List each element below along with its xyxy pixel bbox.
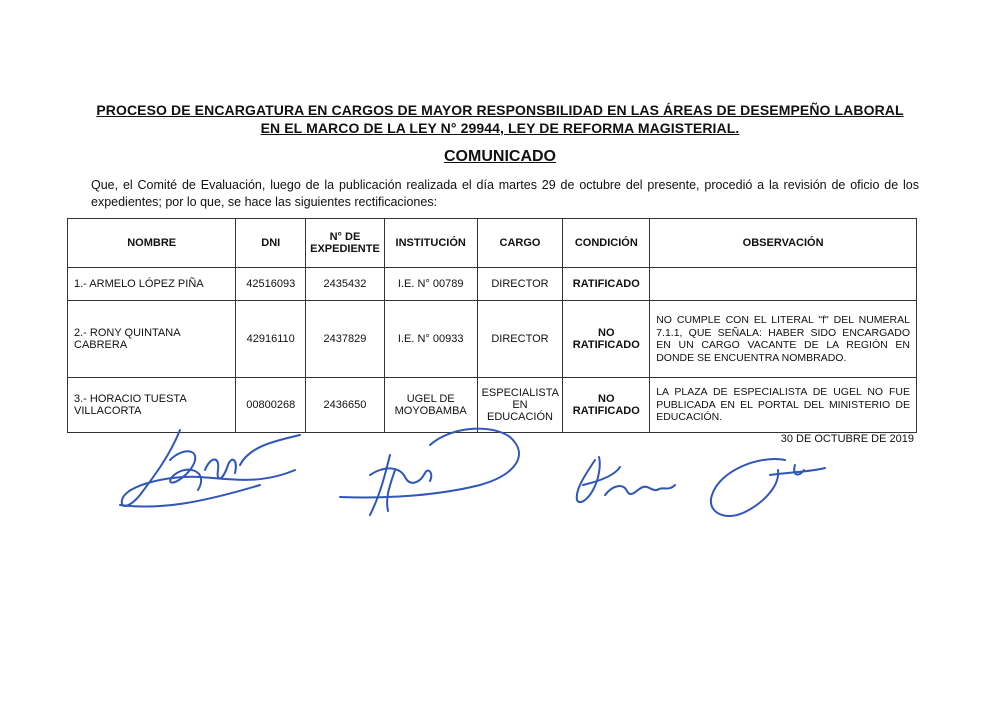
signature-4-icon (700, 450, 840, 530)
cell-expediente: 2437829 (306, 301, 385, 378)
header-condicion: CONDICIÓN (563, 219, 650, 268)
document-subtitle: COMUNICADO (444, 148, 556, 165)
title-line-1: PROCESO DE ENCARGATURA EN CARGOS DE MAYOR RESPONSBILIDAD EN LAS ÁREAS DE DESEMPEÑO LABORAL (96, 102, 904, 118)
cell-observacion: NO CUMPLE CON EL LITERAL "f" DEL NUMERAL 7.1.1, QUE SEÑALA: HABER SIDO ENCARGADO EN UN CARGO VACANTE DE LA REGIÓN EN DONDE SE ENCUENTRA NOMBRADO. (650, 301, 917, 378)
header-institucion: INSTITUCIÓN (384, 219, 477, 268)
cell-condicion: RATIFICADO (563, 268, 650, 301)
rectifications-table (67, 218, 917, 433)
signature-1-icon (110, 415, 310, 525)
header-cargo: CARGO (477, 219, 563, 268)
cell-condicion: NO RATIFICADO (563, 378, 650, 433)
title-line-2: EN EL MARCO DE LA LEY N° 29944, LEY DE REFORMA MAGISTERIAL. (260, 120, 740, 136)
cell-expediente: 2436650 (306, 378, 385, 433)
intro-paragraph: Que, el Comité de Evaluación, luego de la publicación realizada el día martes 29 de octubre del presente, procedió a la revisión de oficio de los expedientes; por lo que, se hace las siguientes rectificaciones: (91, 178, 919, 209)
cell-cargo: ESPECIALISTA EN EDUCACIÓN (477, 378, 563, 433)
signature-2-icon (330, 415, 540, 525)
document-title (60, 101, 940, 137)
header-nombre: NOMBRE (68, 219, 236, 268)
cell-dni: 00800268 (236, 378, 306, 433)
document-date: 30 DE OCTUBRE DE 2019 (780, 433, 914, 445)
cell-institucion: I.E. N° 00789 (384, 268, 477, 301)
cell-nombre: 1.- ARMELO LÓPEZ PIÑA (68, 268, 236, 301)
cell-cargo: DIRECTOR (477, 268, 563, 301)
cell-expediente: 2435432 (306, 268, 385, 301)
cell-institucion: I.E. N° 00933 (384, 301, 477, 378)
cell-dni: 42516093 (236, 268, 306, 301)
cell-observacion: LA PLAZA DE ESPECIALISTA DE UGEL NO FUE PUBLICADA EN EL PORTAL DEL MINISTERIO DE EDUCACIÓN. (650, 378, 917, 433)
cell-observacion (650, 268, 917, 301)
table-row (68, 301, 917, 378)
header-dni: DNI (236, 219, 306, 268)
cell-nombre: 2.- RONY QUINTANA CABRERA (68, 301, 236, 378)
signature-3-icon (565, 445, 685, 515)
table-header-row (68, 219, 917, 268)
cell-condicion: NO RATIFICADO (563, 301, 650, 378)
header-observacion: OBSERVACIÓN (650, 219, 917, 268)
cell-dni: 42916110 (236, 301, 306, 378)
cell-institucion: UGEL DE MOYOBAMBA (384, 378, 477, 433)
table-row (68, 268, 917, 301)
cell-nombre: 3.- HORACIO TUESTA VILLACORTA (68, 378, 236, 433)
header-expediente: N° DE EXPEDIENTE (306, 219, 385, 268)
cell-cargo: DIRECTOR (477, 301, 563, 378)
